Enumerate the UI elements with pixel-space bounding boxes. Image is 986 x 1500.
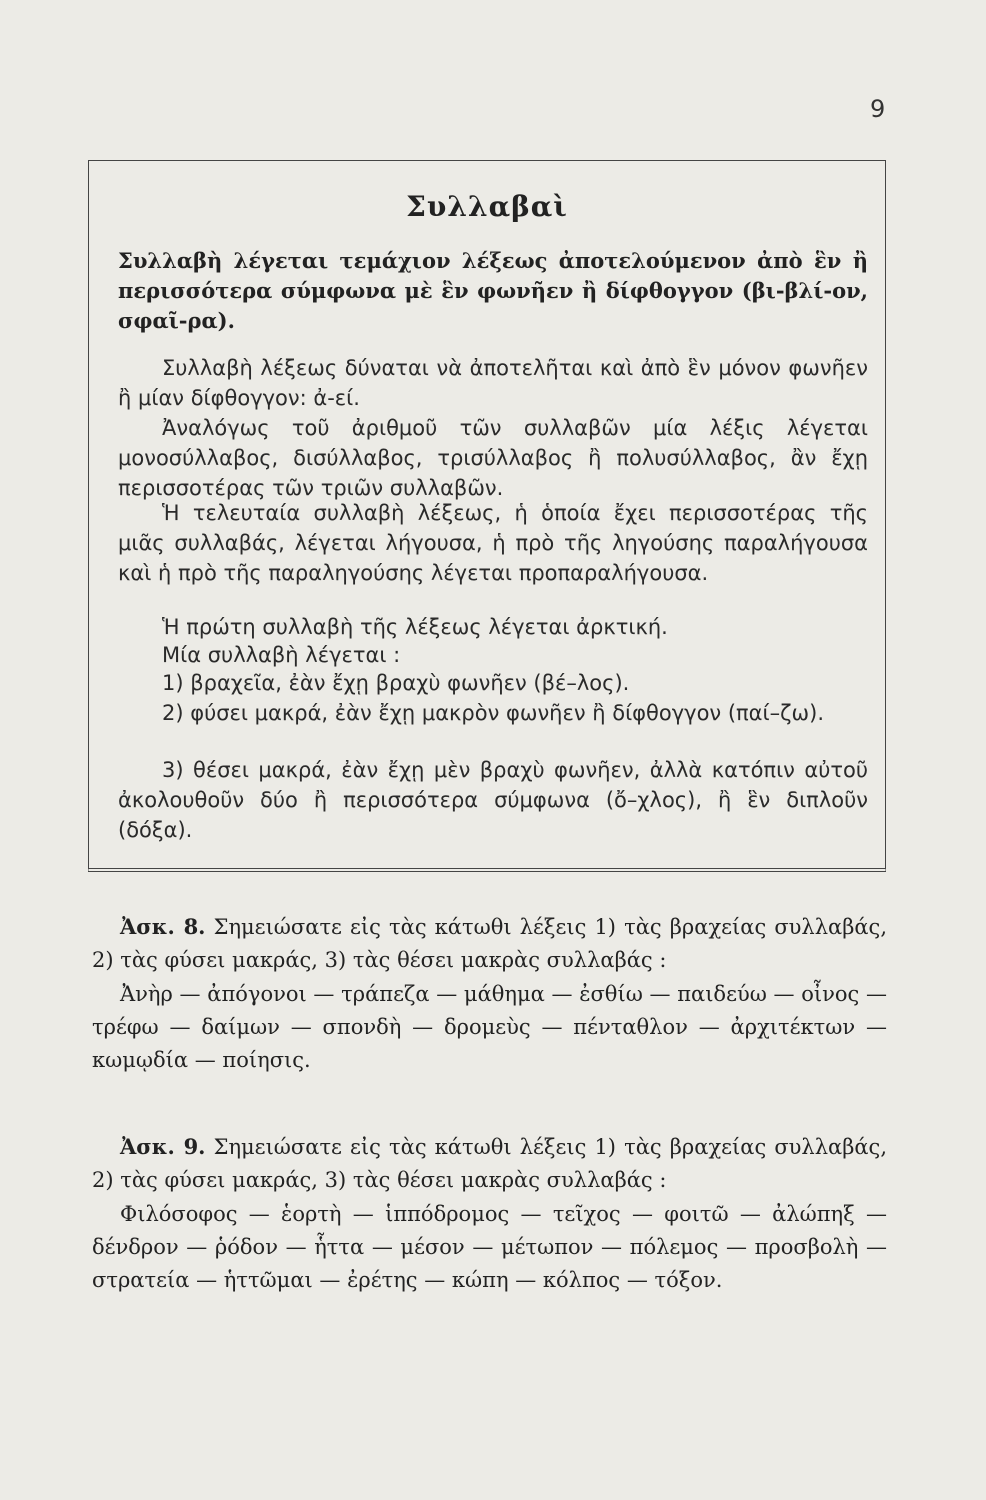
- exercise-9-instruction: [92, 1130, 887, 1197]
- rule-text: 2) φύσει μακρά, ἐὰν ἔχῃ μακρὸν φωνῆεν ἢ δίφθογγον (παί–ζω).: [162, 701, 825, 725]
- rule-text: Ἡ τελευταία συλλαβὴ λέξεως, ἡ ὁποία ἔχει περισσοτέρας τῆς μιᾶς συλλαβάς, λέγεται λήγουσα, ἡ πρὸ τῆς ληγούσης παραλήγουσα καὶ ἡ πρὸ τῆς παραληγούσης λέγεται προπαραλήγουσα.: [118, 501, 868, 585]
- exercise-instruction: Σημειώσατε εἰς τὰς κάτωθι λέξεις 1) τὰς βραχείας συλλαβάς, 2) τὰς φύσει μακράς, 3) τὰς θέσει μακρὰς συλλαβάς :: [92, 915, 887, 972]
- rule-text: 1) βραχεῖα, ἐὰν ἔχῃ βραχὺ φωνῆεν (βέ–λος).: [162, 671, 630, 695]
- rule-text: Μία συλλαβὴ λέγεται :: [162, 643, 401, 667]
- rule-paragraph: [118, 640, 868, 670]
- exercise-instruction: Σημειώσατε εἰς τὰς κάτωθι λέξεις 1) τὰς βραχείας συλλαβάς, 2) τὰς φύσει μακράς, 3) τὰς θέσει μακρὰς συλλαβάς :: [92, 1135, 887, 1192]
- exercise-8-words: [92, 978, 887, 1077]
- exercise-label: Ἀσκ. 8.: [120, 914, 206, 939]
- rule-paragraph: [118, 612, 868, 642]
- exercise-label: Ἀσκ. 9.: [120, 1134, 206, 1159]
- exercise-9-words: [92, 1198, 887, 1297]
- exercise-word-list: Ἀνὴρ — ἀπόγονοι — τράπεζα — μάθημα — ἐσθίω — παιδεύω — οἶνος — τρέφω — δαίμων — σπονδὴ — δρομεὺς — πένταθλον — ἀρχιτέκτων — κωμῳδία — ποίησις.: [92, 982, 887, 1072]
- rule-list-item: [118, 698, 868, 728]
- exercise-8-instruction: [92, 910, 887, 977]
- rule-text: Συλλαβὴ λέξεως δύναται νὰ ἀποτελῆται καὶ ἀπὸ ἓν μόνον φωνῆεν ἢ μίαν δίφθογγον: ἀ-εί.: [118, 356, 868, 410]
- rule-paragraph: [118, 413, 868, 503]
- rule-text: Ἀναλόγως τοῦ ἀριθμοῦ τῶν συλλαβῶν μία λέξις λέγεται μονοσύλλαβος, δισύλλαβος, τρισύλλαβος ἢ πολυσύλλαβος, ἂν ἔχῃ περισσοτέρας τῶν τριῶν συλλαβῶν.: [118, 416, 868, 500]
- rule-paragraph: [118, 498, 868, 588]
- rule-text: Ἡ πρώτη συλλαβὴ τῆς λέξεως λέγεται ἀρκτική.: [162, 615, 668, 639]
- rule-list-item: [118, 755, 868, 845]
- syllable-definition: Συλλαβὴ λέγεται τεμάχιον λέξεως ἀποτελούμενον ἀπὸ ἓν ἢ περισσότερα σύμφωνα μὲ ἓν φωνῆεν ἢ δίφθογγον (βι-βλί-ον, σφαῖ-ρα).: [118, 248, 868, 333]
- section-title: Συλλαβαὶ: [406, 190, 568, 223]
- rule-list-item: [118, 668, 868, 698]
- page-number: 9: [870, 95, 886, 123]
- rule-paragraph: [118, 353, 868, 413]
- rule-text: 3) θέσει μακρά, ἐὰν ἔχῃ μὲν βραχὺ φωνῆεν, ἀλλὰ κατόπιν αὐτοῦ ἀκολουθοῦν δύο ἢ περισσότερα σύμφωνα (ὄ–χλος), ἢ ἓν διπλοῦν (δόξα).: [118, 758, 868, 842]
- exercise-word-list: Φιλόσοφος — ἑορτὴ — ἱππόδρομος — τεῖχος — φοιτῶ — ἀλώπηξ — δένδρον — ῥόδον — ἧττα — μέσον — μέτωπον — πόλεμος — προσβολὴ — στρατεία — ἡττῶμαι — ἐρέτης — κώπη — κόλπος — τόξον.: [92, 1202, 887, 1292]
